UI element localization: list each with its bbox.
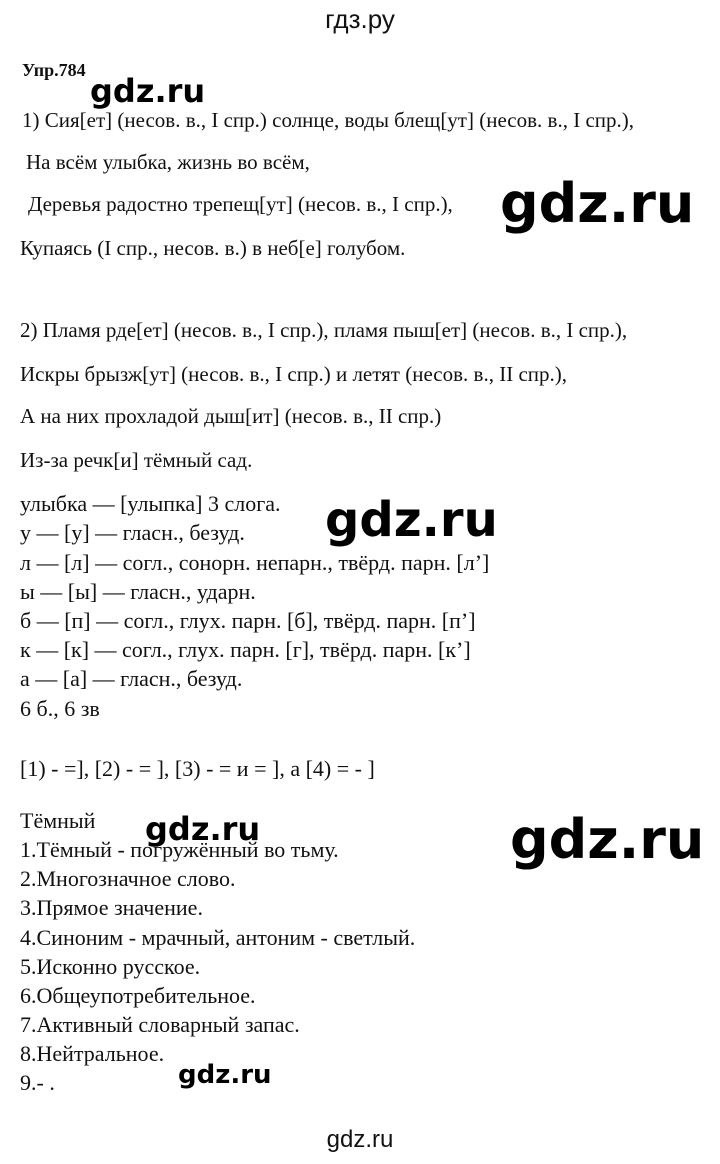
part1-line-3: Деревья радостно трепещ[ут] (несов. в., I спр.), [28,192,453,216]
lexical-word: Тёмный [20,808,96,833]
watermark: gdz.ru [178,1060,272,1090]
site-footer: gdz.ru [326,1126,394,1153]
lexical-item-9: 9.- . [20,1070,55,1095]
phonetic-line-5: б — [п] — согл., глух. парн. [б], твёрд. парн. [п’] [20,608,476,633]
site-header: гдз.ру [325,4,395,34]
lexical-item-2: 2.Многозначное слово. [20,866,236,891]
watermark: gdz.ru [145,810,261,848]
part1-line-2: На всём улыбка, жизнь во всём, [26,150,310,174]
lexical-item-7: 7.Активный словарный запас. [20,1012,300,1037]
part2-line-2: Искры брызж[ут] (несов. в., I спр.) и летят (несов. в., II спр.), [20,362,567,386]
watermark: gdz.ru [325,492,498,548]
watermark: gdz.ru [90,72,206,110]
watermark: gdz.ru [510,808,705,871]
lexical-item-1: 1.Тёмный - погружённый во тьму. [20,837,339,862]
phonetic-line-1: улыбка — [улыпка] 3 слога. [20,491,281,516]
watermark: gdz.ru [500,172,695,235]
part2-line-3: А на них прохладой дыш[ит] (несов. в., II спр.) [20,404,442,428]
phonetic-line-6: к — [к] — согл., глух. парн. [г], твёрд. парн. [к’] [20,637,471,662]
lexical-item-3: 3.Прямое значение. [20,895,203,920]
phonetic-summary: 6 б., 6 зв [20,696,100,721]
part1-line-1: 1) Сия[ет] (несов. в., I спр.) солнце, воды блещ[ут] (несов. в., I спр.), [22,108,635,132]
phonetic-line-7: а — [а] — гласн., безуд. [20,666,243,691]
phonetic-line-3: л — [л] — согл., сонорн. непарн., твёрд. парн. [л’] [20,550,490,575]
lexical-item-6: 6.Общеупотребительное. [20,983,256,1008]
sentence-scheme: [1) - =], [2) - = ], [3) - = и = ], а [4) = - ] [20,756,375,781]
part2-line-1: 2) Пламя рде[ет] (несов. в., I спр.), пламя пыш[ет] (несов. в., I спр.), [20,318,628,342]
lexical-item-4: 4.Синоним - мрачный, антоним - светлый. [20,925,416,950]
part2-line-4: Из-за речк[и] тёмный сад. [20,448,253,472]
exercise-title: Упр.784 [22,60,86,80]
lexical-item-8: 8.Нейтральное. [20,1041,165,1066]
lexical-item-5: 5.Исконно русское. [20,954,201,979]
part1-line-4: Купаясь (I спр., несов. в.) в неб[е] голубом. [20,236,406,260]
phonetic-line-2: у — [у] — гласн., безуд. [20,520,245,545]
phonetic-line-4: ы — [ы] — гласн., ударн. [20,579,256,604]
